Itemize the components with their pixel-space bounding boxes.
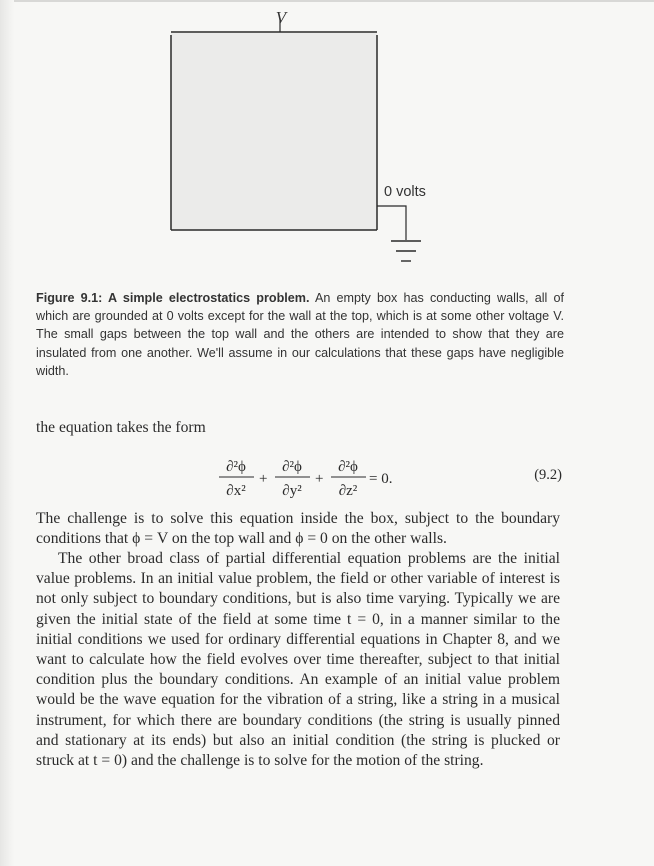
eq-denominator-y: ∂y² xyxy=(282,483,302,499)
figure-caption xyxy=(36,289,564,380)
eq-numerator-3: ∂²ϕ xyxy=(338,459,358,475)
ground-lead-wire xyxy=(377,206,406,240)
laplace-equation xyxy=(36,453,562,501)
paragraph-boundary-conditions: The challenge is to solve this equation inside the box, subject to the boundary conditions that ϕ = V on the top wall and ϕ = 0 on the other walls. xyxy=(36,510,560,548)
equation-intro: the equation takes the form xyxy=(36,419,206,436)
equation-number: (9.2) xyxy=(534,467,562,483)
zero-volts-label: 0 volts xyxy=(384,184,426,200)
box-interior xyxy=(171,33,377,230)
eq-plus-1: + xyxy=(259,471,268,487)
voltage-label-v: V xyxy=(275,8,287,27)
eq-rhs: = 0. xyxy=(369,471,393,487)
caption-label: Figure 9.1: A simple electrostatics problem. xyxy=(36,291,310,305)
eq-denominator-z: ∂z² xyxy=(338,483,358,499)
caption-text: An empty box has conducting walls, all of which are grounded at 0 volts except for the wall at the top, which is at some other voltage V. The small gaps between the top wall and the others are intended to show that they are insulated from one another. We'll assume in our calculations that these gaps have negligible width. xyxy=(36,291,564,378)
eq-numerator-1: ∂²ϕ xyxy=(226,459,246,475)
eq-numerator-2: ∂²ϕ xyxy=(282,459,302,475)
eq-denominator-x: ∂x² xyxy=(226,483,246,499)
electrostatics-box-figure xyxy=(0,0,654,290)
eq-plus-2: + xyxy=(315,471,324,487)
paragraph-initial-value-problems: The other broad class of partial differential equation problems are the initial value problems. In an initial value problem, the field or other variable of interest is not only subject to boundary conditions, but is also time varying. Typically we are given the initial state of the field at some time t = 0, in a manner similar to the initial conditions we used for ordinary differential equations in Chapter 8, and we want to calculate how the field evolves over time thereafter, subject to that initial condition plus the boundary conditions. An example of an initial value problem would be the wave equation for the vibration of a string, like a string in a musical instrument, for which there are boundary conditions (the string is usually pinned and stationary at its ends) but also an initial condition (the string is plucked or struck at t = 0) and the challenge is to solve for the motion of the string. xyxy=(36,550,560,770)
